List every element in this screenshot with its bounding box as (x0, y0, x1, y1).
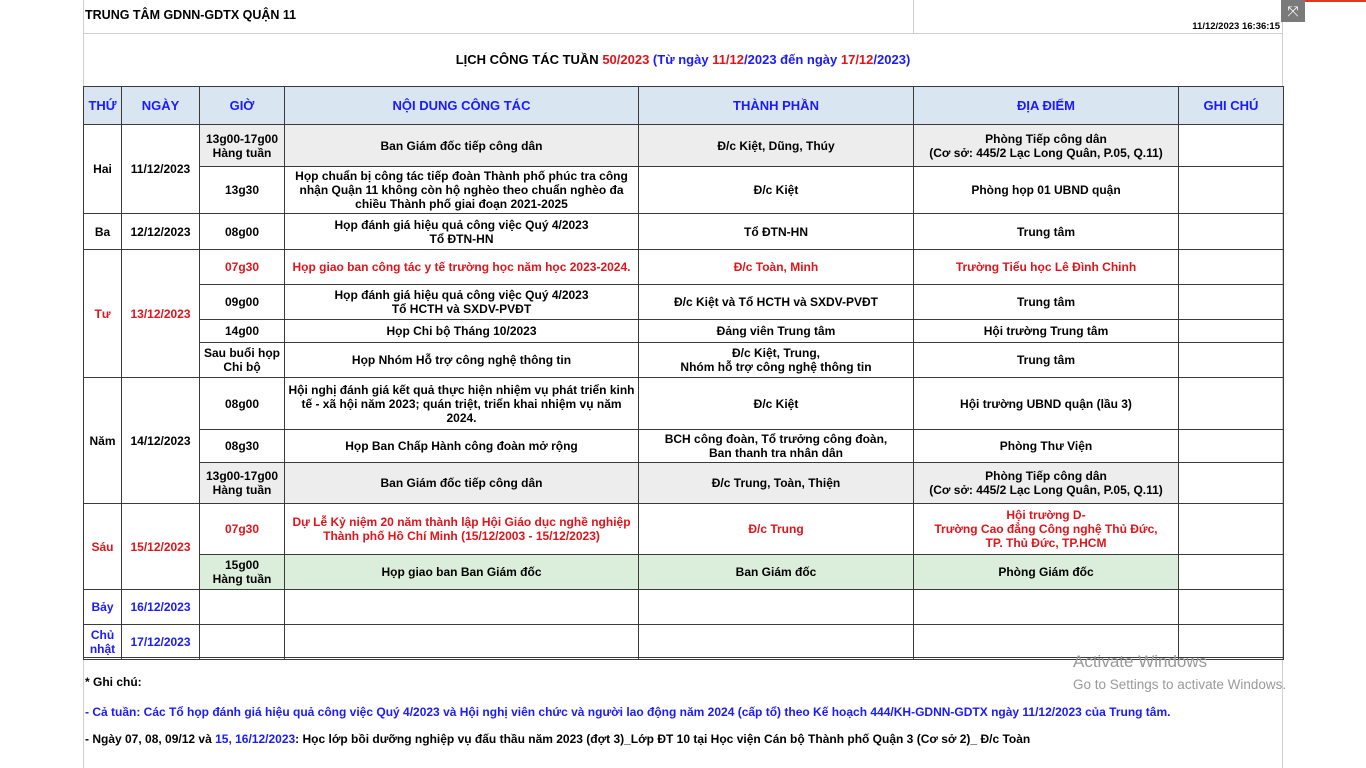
date-cell: 12/12/2023 (122, 214, 200, 250)
table-row (84, 214, 1284, 250)
location-cell: Hội trường D- Trường Cao đẳng Công nghệ Thủ Đức, TP. Thủ Đức, TP.HCM (914, 504, 1179, 555)
note-cell (1179, 167, 1284, 214)
content-cell: Họp Chi bộ Tháng 10/2023 (285, 320, 639, 343)
participants-cell: Đ/c Toàn, Minh (639, 250, 914, 285)
table-row (84, 378, 1284, 430)
time-cell (200, 625, 285, 660)
col-header-ngay: NGÀY (122, 87, 200, 125)
content-cell: Họp đánh giá hiệu quả công việc Quý 4/2023 Tổ ĐTN-HN (285, 214, 639, 250)
day-cell: Năm (84, 378, 122, 504)
note-cell (1179, 125, 1284, 167)
note-line-2c: : Học lớp bồi dưỡng nghiệp vụ đấu thầu năm 2023 (đợt 3)_Lớp ĐT 10 tại Học viện Cán bộ Thành phố Quận 3 (Cơ sở 2)_ Đ/c Toàn (295, 732, 1031, 746)
note-cell (1179, 343, 1284, 378)
title-from-label: (Từ ngày (649, 52, 713, 67)
location-cell: Phòng Tiếp công dân (Cơ sở: 445/2 Lạc Long Quân, P.05, Q.11) (914, 463, 1179, 504)
date-cell: 16/12/2023 (122, 590, 200, 625)
participants-cell: Đ/c Kiệt (639, 167, 914, 214)
table-header-row (84, 87, 1284, 125)
day-cell: Chủ nhật (84, 625, 122, 660)
activation-watermark-title: Activate Windows (1073, 652, 1208, 671)
content-cell: Họp Ban Chấp Hành công đoàn mở rộng (285, 430, 639, 463)
organization-name: TRUNG TÂM GDNN-GDTX QUẬN 11 (85, 8, 297, 22)
schedule-table (83, 86, 1284, 660)
date-cell: 15/12/2023 (122, 504, 200, 590)
col-header-gio: GIỜ (200, 87, 285, 125)
participants-cell: Đ/c Kiệt và Tổ HCTH và SXDV-PVĐT (639, 285, 914, 320)
time-cell: 13g30 (200, 167, 285, 214)
note-cell (1179, 504, 1284, 555)
table-row (84, 167, 1284, 214)
table-row (84, 125, 1284, 167)
content-cell: Hội nghị đánh giá kết quả thực hiện nhiệm vụ phát triển kinh tế - xã hội năm 2023; quán triệt, triển khai nhiệm vụ năm 2024. (285, 378, 639, 430)
note-cell (1179, 430, 1284, 463)
table-row (84, 250, 1284, 285)
table-row (84, 590, 1284, 625)
content-cell: Ban Giám đốc tiếp công dân (285, 125, 639, 167)
table-row (84, 504, 1284, 555)
date-cell: 17/12/2023 (122, 625, 200, 660)
location-cell: Phòng Giám đốc (914, 555, 1179, 590)
time-cell: Sau buổi họp Chi bộ (200, 343, 285, 378)
date-cell: 11/12/2023 (122, 125, 200, 214)
note-cell (1179, 285, 1284, 320)
title-week: 50/2023 (602, 52, 650, 67)
table-row (84, 555, 1284, 590)
table-row (84, 285, 1284, 320)
note-line-1: - Cả tuần: Các Tổ họp đánh giá hiệu quả công việc Quý 4/2023 và Hội nghị viên chức và người lao động năm 2024 (cấp tổ) theo Kế hoạch 444/KH-GDNN-GDTX ngày 11/12/2023 của Trung tâm. (85, 705, 1171, 719)
content-cell (285, 590, 639, 625)
note-cell (1179, 378, 1284, 430)
content-cell: Dự Lễ Kỷ niệm 20 năm thành lập Hội Giáo dục nghề nghiệp Thành phố Hồ Chí Minh (15/12/2003 - 15/12/2023) (285, 504, 639, 555)
day-cell: Sáu (84, 504, 122, 590)
table-row (84, 343, 1284, 378)
participants-cell: Đ/c Kiệt (639, 378, 914, 430)
time-cell: 07g30 (200, 250, 285, 285)
note-cell (1179, 214, 1284, 250)
participants-cell: Tổ ĐTN-HN (639, 214, 914, 250)
date-cell: 13/12/2023 (122, 250, 200, 378)
day-cell: Ba (84, 214, 122, 250)
time-cell: 07g30 (200, 504, 285, 555)
time-cell: 08g00 (200, 378, 285, 430)
location-cell: Trung tâm (914, 214, 1179, 250)
col-header-ghichu: GHI CHÚ (1179, 87, 1284, 125)
note-line-2 (85, 732, 1030, 746)
day-cell: Hai (84, 125, 122, 214)
content-cell: Họp chuẩn bị công tác tiếp đoàn Thành phố phúc tra công nhận Quận 11 không còn hộ nghèo theo chuẩn nghèo đa chiều Thành phố giai đoạn 2021-2025 (285, 167, 639, 214)
time-cell: 08g30 (200, 430, 285, 463)
participants-cell: Đ/c Trung (639, 504, 914, 555)
participants-cell (639, 590, 914, 625)
note-cell (1179, 250, 1284, 285)
accent-bar (1305, 0, 1366, 2)
participants-cell: Đảng viên Trung tâm (639, 320, 914, 343)
note-line-2b: 15, 16/12/2023 (215, 732, 296, 746)
col-header-noidung: NỘI DUNG CÔNG TÁC (285, 87, 639, 125)
col-header-thanhphan: THÀNH PHẦN (639, 87, 914, 125)
note-cell (1179, 555, 1284, 590)
location-cell: Phòng Thư Viện (914, 430, 1179, 463)
location-cell: Trường Tiểu học Lê Đình Chinh (914, 250, 1179, 285)
title-from-year: /2023 (744, 52, 777, 67)
activation-watermark-subtitle: Go to Settings to activate Windows. (1073, 677, 1287, 692)
notes-title: * Ghi chú: (85, 675, 142, 689)
participants-cell: Đ/c Trung, Toàn, Thiện (639, 463, 914, 504)
table-row (84, 320, 1284, 343)
participants-cell: Ban Giám đốc (639, 555, 914, 590)
note-cell (1179, 463, 1284, 504)
note-cell (1179, 320, 1284, 343)
col-header-thu: THỨ (84, 87, 122, 125)
day-cell: Tư (84, 250, 122, 378)
content-cell (285, 625, 639, 660)
location-cell: Phòng Tiếp công dân (Cơ sở: 445/2 Lạc Long Quân, P.05, Q.11) (914, 125, 1179, 167)
page-title (83, 52, 1283, 67)
title-from-date: 11/12 (712, 52, 745, 67)
expand-icon[interactable]: ⤧ (1281, 0, 1305, 22)
time-cell: 09g00 (200, 285, 285, 320)
time-cell (200, 590, 285, 625)
table-row (84, 430, 1284, 463)
col-header-diadiem: ĐỊA ĐIỂM (914, 87, 1179, 125)
title-to-year: /2023) (873, 52, 911, 67)
title-to-date: 17/12 (840, 52, 874, 67)
location-cell: Phòng họp 01 UBND quận (914, 167, 1179, 214)
content-cell: Ban Giám đốc tiếp công dân (285, 463, 639, 504)
day-cell: Bảy (84, 590, 122, 625)
location-cell (914, 590, 1179, 625)
time-cell: 13g00-17g00 Hàng tuần (200, 125, 285, 167)
participants-cell (639, 625, 914, 660)
table-row (84, 463, 1284, 504)
location-cell: Trung tâm (914, 285, 1179, 320)
content-cell: Họp Nhóm Hỗ trợ công nghệ thông tin (285, 343, 639, 378)
time-cell: 14g00 (200, 320, 285, 343)
time-cell: 13g00-17g00 Hàng tuần (200, 463, 285, 504)
location-cell: Hội trường UBND quận (lầu 3) (914, 378, 1179, 430)
location-cell: Trung tâm (914, 343, 1179, 378)
participants-cell: BCH công đoàn, Tổ trưởng công đoàn, Ban thanh tra nhân dân (639, 430, 914, 463)
participants-cell: Đ/c Kiệt, Dũng, Thúy (639, 125, 914, 167)
time-cell: 15g00 Hàng tuần (200, 555, 285, 590)
content-cell: Họp giao ban Ban Giám đốc (285, 555, 639, 590)
title-prefix: LỊCH CÔNG TÁC TUẦN (455, 52, 603, 67)
header-divider (83, 33, 1283, 34)
date-cell: 14/12/2023 (122, 378, 200, 504)
location-cell: Hội trường Trung tâm (914, 320, 1179, 343)
content-cell: Họp đánh giá hiệu quả công việc Quý 4/2023 Tổ HCTH và SXDV-PVĐT (285, 285, 639, 320)
print-timestamp: 11/12/2023 16:36:15 (1192, 21, 1280, 32)
time-cell: 08g00 (200, 214, 285, 250)
note-cell (1179, 590, 1284, 625)
content-cell: Họp giao ban công tác y tế trường học năm học 2023-2024. (285, 250, 639, 285)
participants-cell: Đ/c Kiệt, Trung, Nhóm hỗ trợ công nghệ thông tin (639, 343, 914, 378)
note-line-2a: - Ngày 07, 08, 09/12 và (85, 732, 216, 746)
title-to-label: đến ngày (776, 52, 841, 67)
